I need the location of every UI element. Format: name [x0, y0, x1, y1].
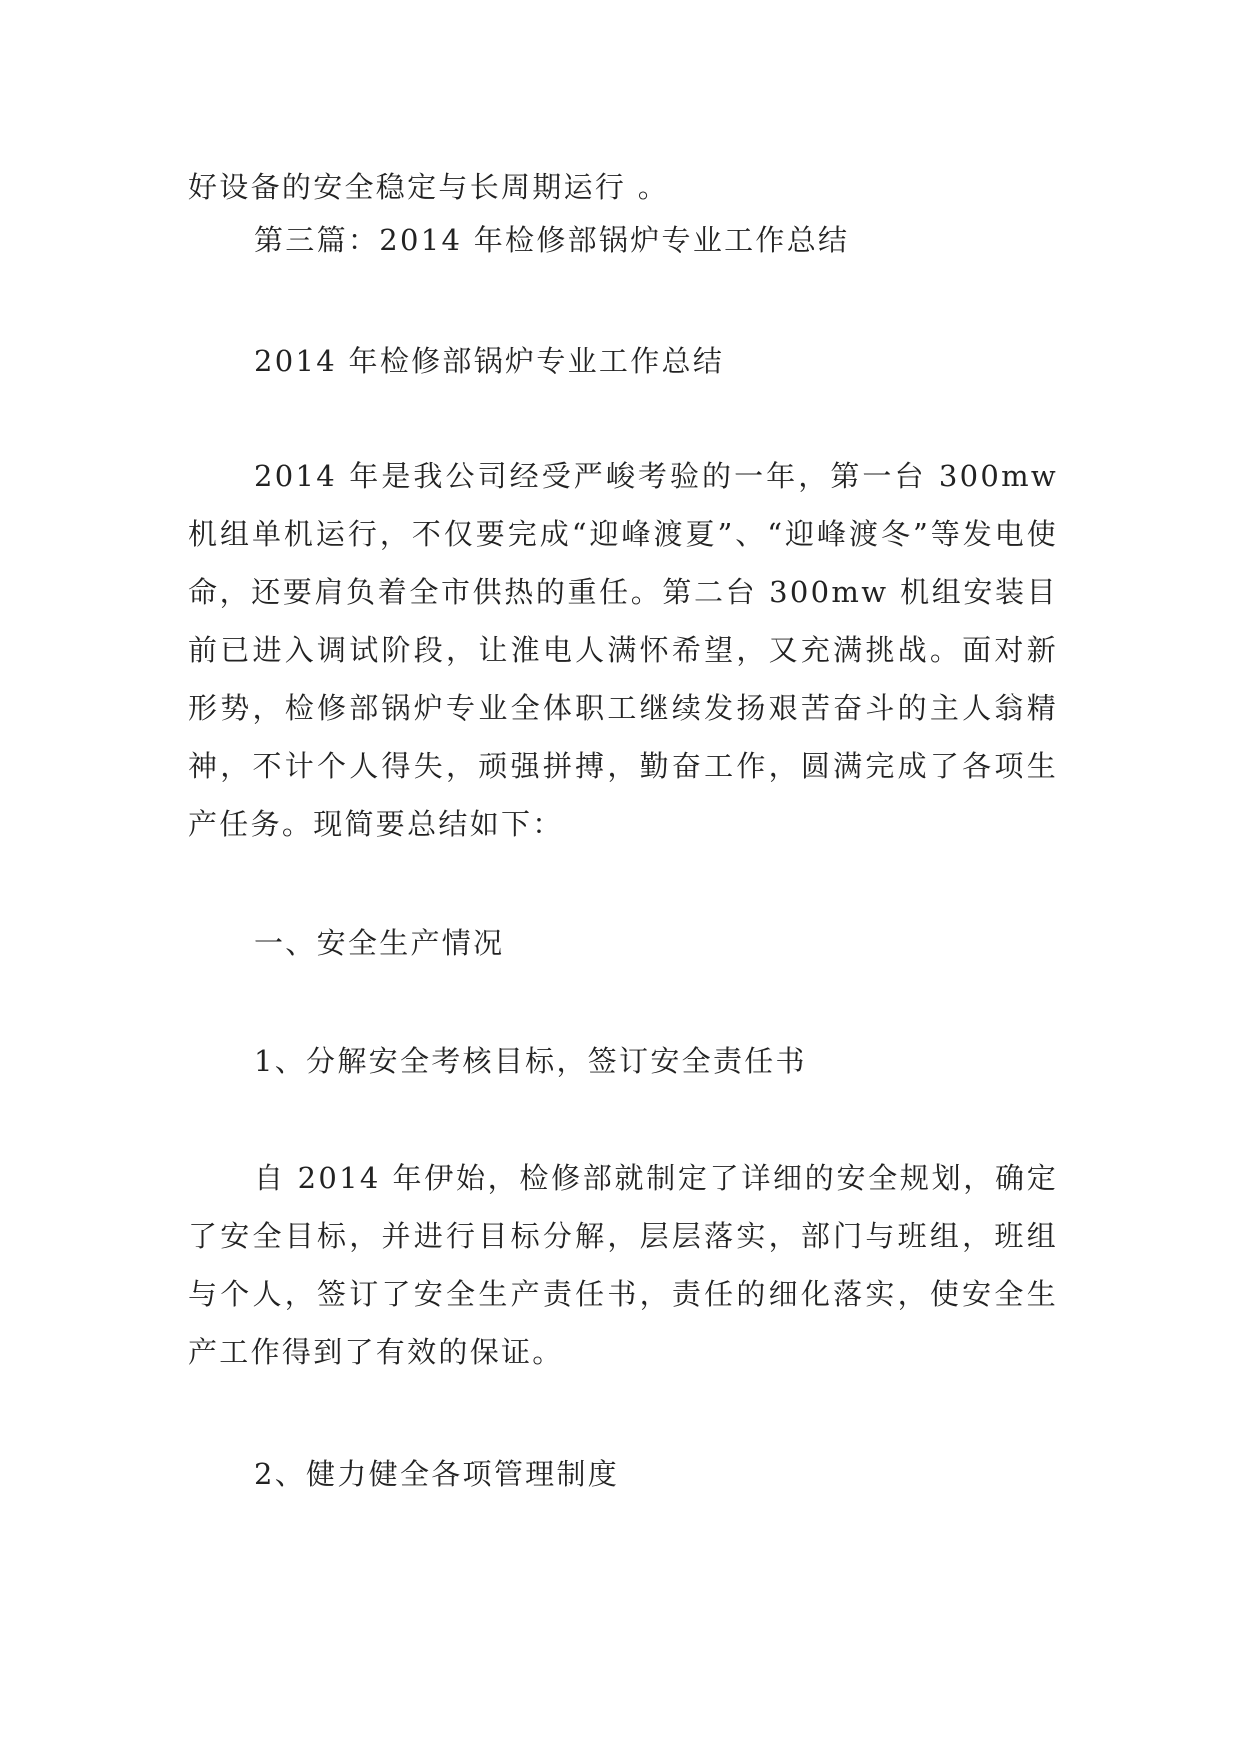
section-heading-part-three: 第三篇：2014 年检修部锅炉专业工作总结 — [254, 223, 850, 257]
document-title: 2014 年检修部锅炉专业工作总结 — [254, 344, 725, 378]
paragraph-continuation: 好设备的安全稳定与长周期运行 。 — [188, 170, 670, 204]
paragraph-safety-plan: 自 2014 年伊始，检修部就制定了详细的安全规划，确定了安全目标，并进行目标分解，层层落实，部门与班组，班组与个人，签订了安全生产责任书，责任的细化落实，使安全生产工作得到了有效的保证。 — [188, 1161, 1058, 1369]
paragraph-introduction: 2014 年是我公司经受严峻考验的一年，第一台 300mw 机组单机运行，不仅要完成“迎峰渡夏”、“迎峰渡冬”等发电使命，还要肩负着全市供热的重任。第二台 300mw 机组安装目前已进入调试阶段，让淮电人满怀希望，又充满挑战。面对新形势，检修部锅炉专业全体职工继续发扬艰苦奋斗的主人翁精神，不计个人得失，顽强拼搏，勤奋工作，圆满完成了各项生产任务。现简要总结如下： — [188, 459, 1058, 841]
subheading-safety-targets: 1、分解安全考核目标，签订安全责任书 — [254, 1044, 807, 1078]
heading-safety-production: 一、安全生产情况 — [254, 926, 505, 960]
subheading-management-systems: 2、健力健全各项管理制度 — [254, 1457, 620, 1491]
